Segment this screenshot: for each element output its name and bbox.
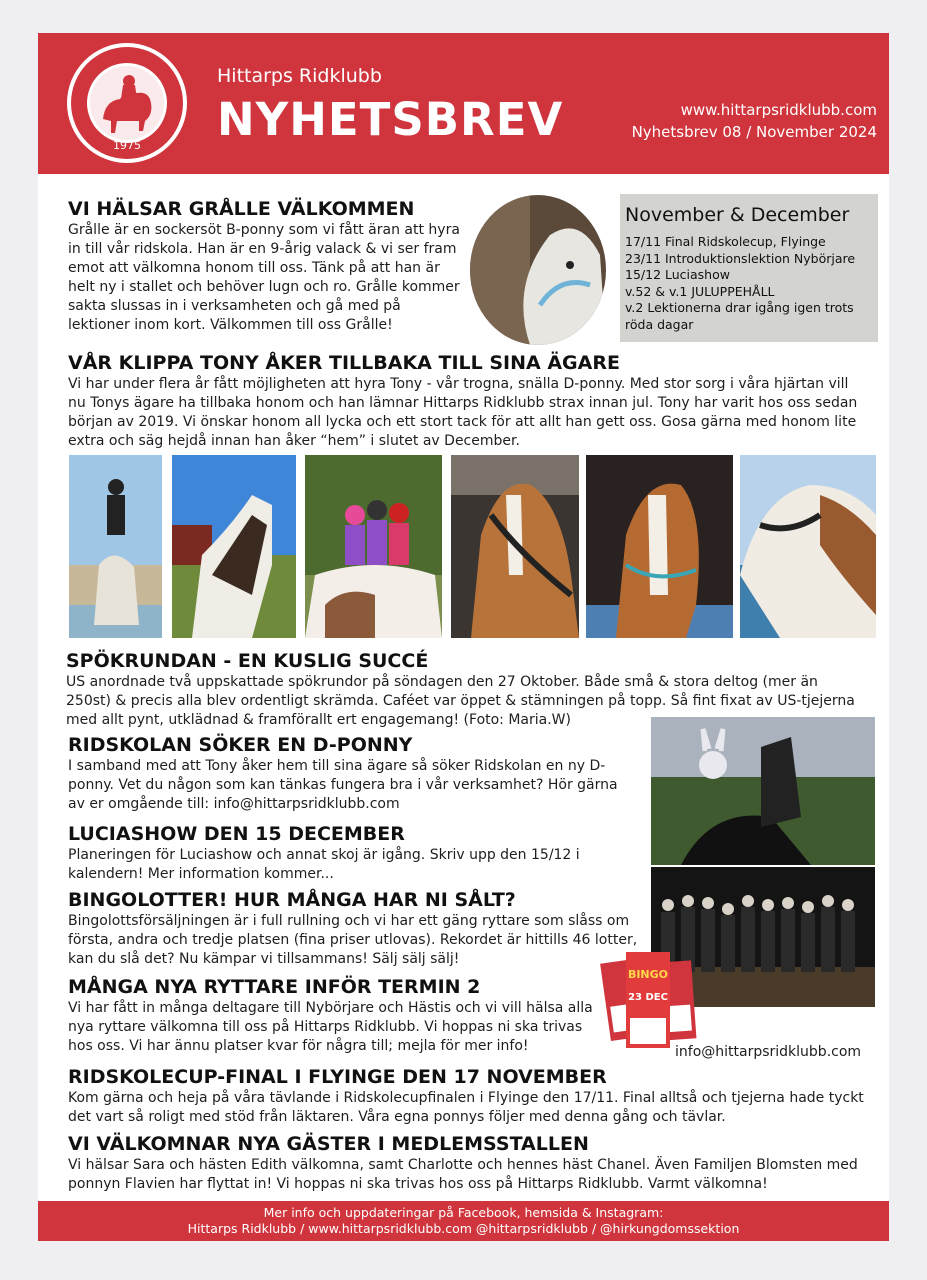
article-body-medlemsstallen: Vi hälsar Sara och hästen Edith välkomna, samt Charlotte och hennes häst Chanel. Även Familjen Blomsten med ponnyn Flavien har flyttat in! Vi hoppas ni ska trivas hos oss på Hittarps Ridklubb. Varmt välkomna!	[68, 1157, 858, 1192]
calendar-list	[625, 234, 875, 333]
article-body-nya-ryttare: Vi har fått in många deltagare till Nybörjare och Hästis och vi vill hälsa alla nya ryttare välkomna till oss på Hittarps Ridklubb. Vi hoppas ni ska trivas hos oss. Vi har ännu platser kvar för några till; mejla för mer info!	[68, 1000, 593, 1054]
logo-year: 1975	[113, 139, 141, 152]
article-heading-gralle: VI HÄLSAR GRÅLLE VÄLKOMMEN	[68, 198, 415, 220]
calendar-item: v.2 Lektionerna drar igång igen trots röda dagar	[625, 300, 854, 332]
article-body-d-ponny: I samband med att Tony åker hem till sina ägare så söker Ridskolan en ny D-ponny. Vet du någon som kan tänkas fungera bra i vår verksamhet? Hör gärna av er omgående till: info@hittarpsridklubb.com	[68, 758, 618, 812]
bingolotter-image	[600, 944, 698, 1054]
article-body-bingolotter: Bingolottsförsäljningen är i full rullning och vi har ett gäng ryttare som slåss om första, andra och tredje platsen (fina priser utlovas). Rekordet är hittills 46 lotter, kan du slå det? Nu kämpar vi tillsammans! Sälj sälj sälj!	[68, 913, 638, 967]
tony-photo-3	[305, 455, 442, 638]
tony-photo-5	[586, 455, 733, 638]
club-logo	[65, 41, 189, 165]
article-heading-bingolotter: BINGOLOTTER! HUR MÅNGA HAR NI SÅLT?	[68, 889, 516, 911]
footer-banner	[38, 1201, 889, 1241]
calendar-item: v.52 & v.1 JULUPPEHÅLL	[625, 283, 775, 299]
tony-photo-2	[172, 455, 296, 638]
article-heading-tony: VÅR KLIPPA TONY ÅKER TILLBAKA TILL SINA ÄGARE	[68, 352, 620, 374]
bingo-date: 23 DEC	[628, 992, 668, 1003]
header-banner	[38, 33, 889, 174]
article-heading-spokrundan: SPÖKRUNDAN - EN KUSLIG SUCCÉ	[66, 650, 429, 672]
article-heading-medlemsstallen: VI VÄLKOMNAR NYA GÄSTER I MEDLEMSSTALLEN	[68, 1133, 589, 1155]
article-body-ridskolecup: Kom gärna och heja på våra tävlande i Ridskolecupfinalen i Flyinge den 17/11. Final alltså och tjejerna hade tyckt det vart så roligt med stöd från läktaren. Våra egna ponnys följer med denna gång och tävlar.	[68, 1090, 864, 1125]
tony-photo-4	[451, 455, 579, 638]
article-body-luciashow: Planeringen för Luciashow och annat skoj är igång. Skriv upp den 15/12 i kalendern! Mer information kommer...	[68, 847, 580, 882]
calendar-box	[620, 194, 878, 342]
article-body-gralle: Grålle är en sockersöt B-ponny som vi fått äran att hyra in till vår ridskola. Han är en 9-årig valack & vi ser fram emot att välkomna honom till oss. Tänk på att han är helt ny i stallet och behöver lugn och ro. Grålle kommer sakta slussas in i verksamheten och gå med på lektioner inom kort. Välkommen till oss Grålle!	[68, 222, 460, 333]
newsletter-title: NYHETSBREV	[217, 93, 564, 146]
tony-photo-6	[740, 455, 876, 638]
gralle-horse-photo	[470, 195, 606, 345]
article-heading-luciashow: LUCIASHOW DEN 15 DECEMBER	[68, 823, 405, 845]
calendar-item: 15/12 Luciashow	[625, 267, 730, 282]
article-body-tony: Vi har under flera år fått möjligheten att hyra Tony - vår trogna, snälla D-ponny. Med stor sorg i våra hjärtan vill nu Tonys ägare ha tillbaka honom och han lämnar Hittarps Ridklubb strax innan jul. Tony har varit hos oss sedan början av 2019. Vi önskar honom all lycka och ett stort tack för att allt han gett oss. Gosa gärna med honom lite extra och säg hejdå innan han åker “hem” i slutet av December.	[68, 376, 858, 449]
issue-label: Nyhetsbrev 08 / November 2024	[631, 123, 877, 141]
calendar-item: 23/11 Introduktionslektion Nybörjare	[625, 250, 856, 266]
newsletter-page	[38, 33, 889, 1241]
calendar-item: 17/11 Final Ridskolecup, Flyinge	[625, 234, 826, 249]
bingo-title: BINGO	[627, 968, 669, 981]
email-link[interactable]: info@hittarpsridklubb.com	[675, 1044, 862, 1060]
article-heading-d-ponny: RIDSKOLAN SÖKER EN D-PONNY	[68, 734, 413, 756]
website-link[interactable]: www.hittarpsridklubb.com	[680, 101, 877, 119]
calendar-title: November & December	[625, 204, 850, 226]
tony-photo-1	[69, 455, 162, 638]
footer-line-1: Mer info och uppdateringar på Facebook, hemsida & Instagram:	[263, 1205, 664, 1220]
footer-line-2: Hittarps Ridklubb / www.hittarpsridklubb.com @hittarpsridklubb / @hirkungdomssektion	[187, 1221, 740, 1236]
header-info	[632, 99, 877, 143]
article-heading-ridskolecup: RIDSKOLECUP-FINAL I FLYINGE DEN 17 NOVEMBER	[68, 1066, 607, 1088]
article-body-spokrundan: US anordnade två uppskattade spökrundor på söndagen den 27 Oktober. Både små & stora deltog (mer än 250st) & precis alla blev ordentligt skrämda. Caféet var öppet & stämningen på topp. Så fint fixat av US-tjejerna med allt pynt, utklädnad & framförallt ert engagemang! (Foto: Maria.W)	[66, 674, 855, 728]
spokrundan-photo-1	[651, 717, 875, 865]
club-name: Hittarps Ridklubb	[217, 65, 382, 87]
article-heading-nya-ryttare: MÅNGA NYA RYTTARE INFÖR TERMIN 2	[68, 976, 481, 998]
